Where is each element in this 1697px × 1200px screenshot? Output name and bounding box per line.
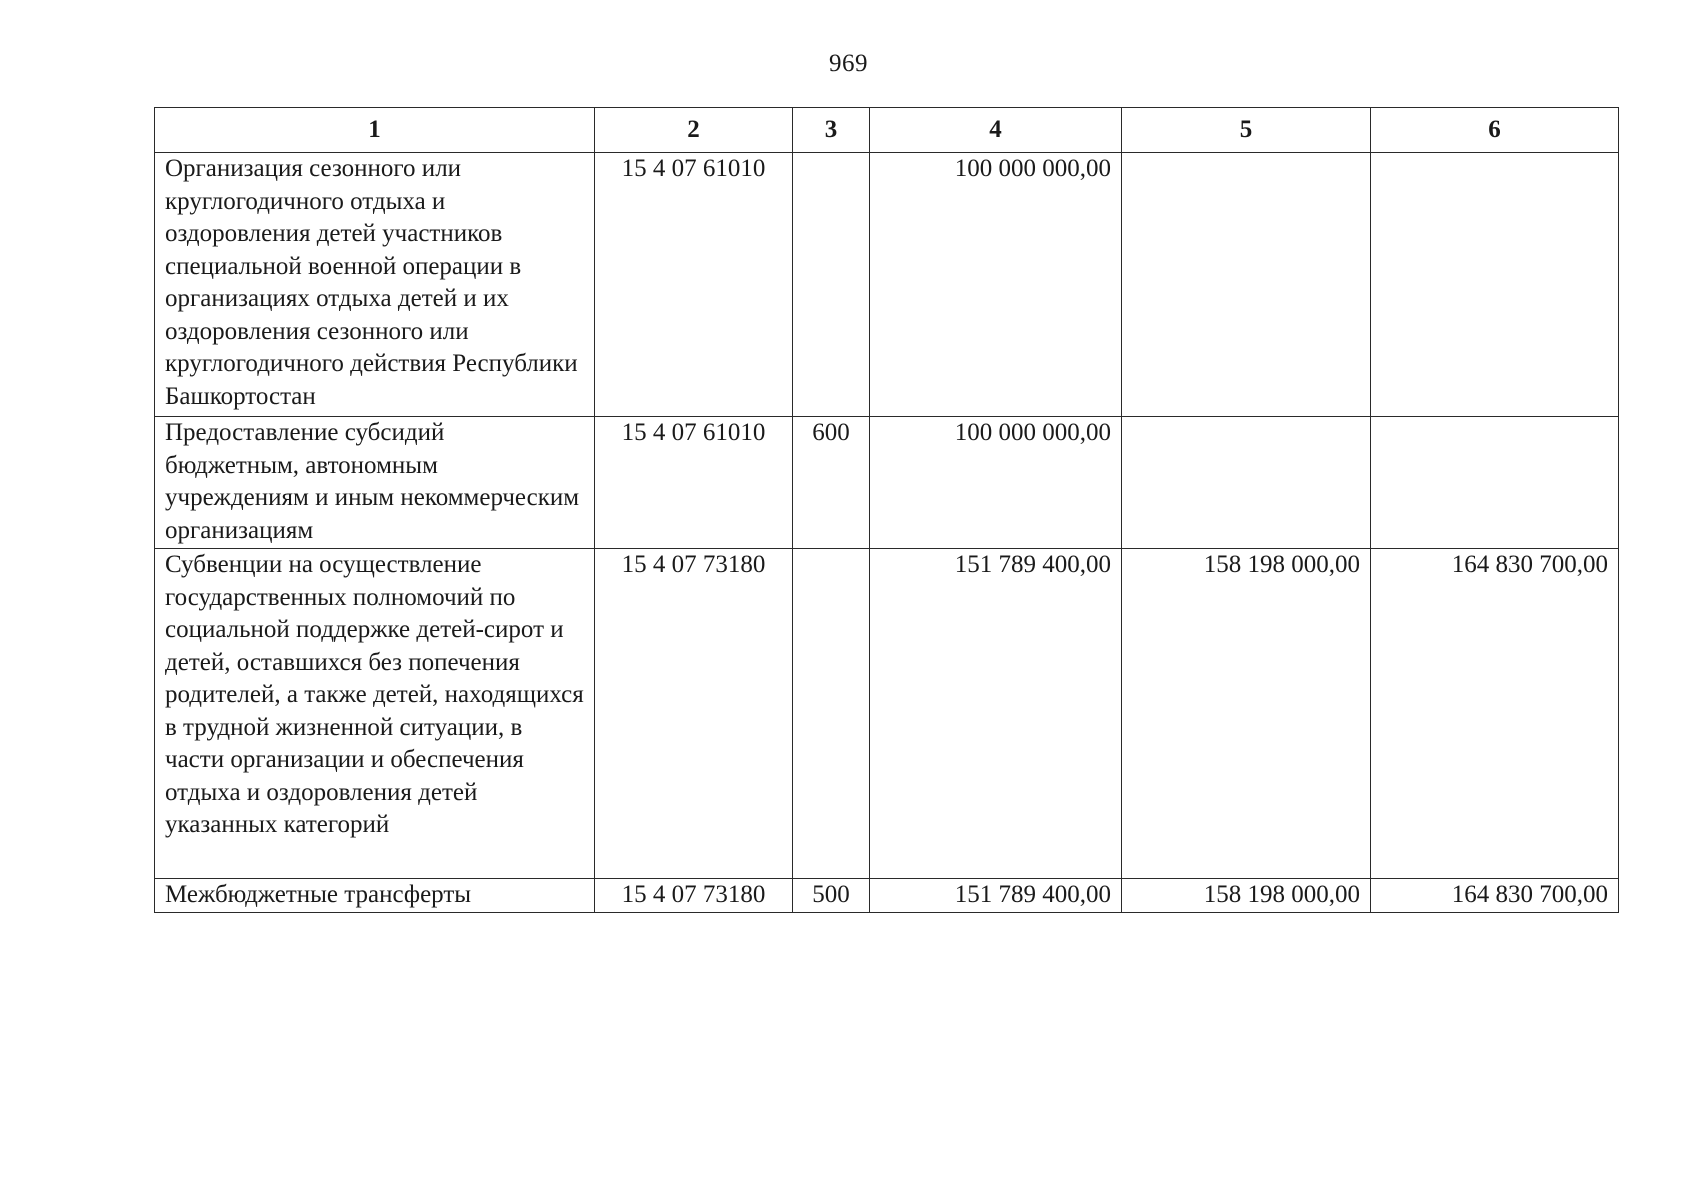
row-amount-col4: 151 789 400,00 xyxy=(870,549,1122,879)
row-amount-col6: 164 830 700,00 xyxy=(1371,879,1619,913)
row-amount-col5 xyxy=(1122,153,1371,417)
row-code: 15 4 07 73180 xyxy=(595,879,793,913)
table-row xyxy=(155,153,1619,417)
row-amount-col5: 158 198 000,00 xyxy=(1122,549,1371,879)
row-amount-col6: 164 830 700,00 xyxy=(1371,549,1619,879)
row-code: 15 4 07 73180 xyxy=(595,549,793,879)
row-expense-type xyxy=(793,549,870,879)
column-header-1: 1 xyxy=(155,108,595,153)
row-amount-col5: 158 198 000,00 xyxy=(1122,879,1371,913)
row-amount-col4: 100 000 000,00 xyxy=(870,417,1122,549)
table-row xyxy=(155,417,1619,549)
column-header-6: 6 xyxy=(1371,108,1619,153)
column-header-2: 2 xyxy=(595,108,793,153)
row-expense-type: 600 xyxy=(793,417,870,549)
budget-table xyxy=(154,107,1619,913)
row-expense-type: 500 xyxy=(793,879,870,913)
row-amount-col6 xyxy=(1371,153,1619,417)
page-number: 969 xyxy=(829,50,868,77)
column-header-5: 5 xyxy=(1122,108,1371,153)
row-amount-col4: 151 789 400,00 xyxy=(870,879,1122,913)
column-header-3: 3 xyxy=(793,108,870,153)
row-amount-col4: 100 000 000,00 xyxy=(870,153,1122,417)
row-code: 15 4 07 61010 xyxy=(595,153,793,417)
column-header-4: 4 xyxy=(870,108,1122,153)
row-amount-col5 xyxy=(1122,417,1371,549)
row-description: Субвенции на осуществление государственных полномочий по социальной поддержке детей-сирот и детей, оставшихся без попечения родителей, а также детей, находящихся в трудной жизненной ситуации, в части организации и обеспечения отдыха и оздоровления детей указанных категорий xyxy=(155,549,595,879)
table-header-row xyxy=(155,108,1619,153)
table-row xyxy=(155,549,1619,879)
row-amount-col6 xyxy=(1371,417,1619,549)
row-code: 15 4 07 61010 xyxy=(595,417,793,549)
row-description: Межбюджетные трансферты xyxy=(155,879,595,913)
table-row xyxy=(155,879,1619,913)
row-description: Организация сезонного или круглогодичного отдыха и оздоровления детей участников специальной военной операции в организациях отдыха детей и их оздоровления сезонного или круглогодичного действия Республики Башкортостан xyxy=(155,153,595,417)
row-description: Предоставление субсидий бюджетным, автономным учреждениям и иным некоммерческим организациям xyxy=(155,417,595,549)
row-expense-type xyxy=(793,153,870,417)
